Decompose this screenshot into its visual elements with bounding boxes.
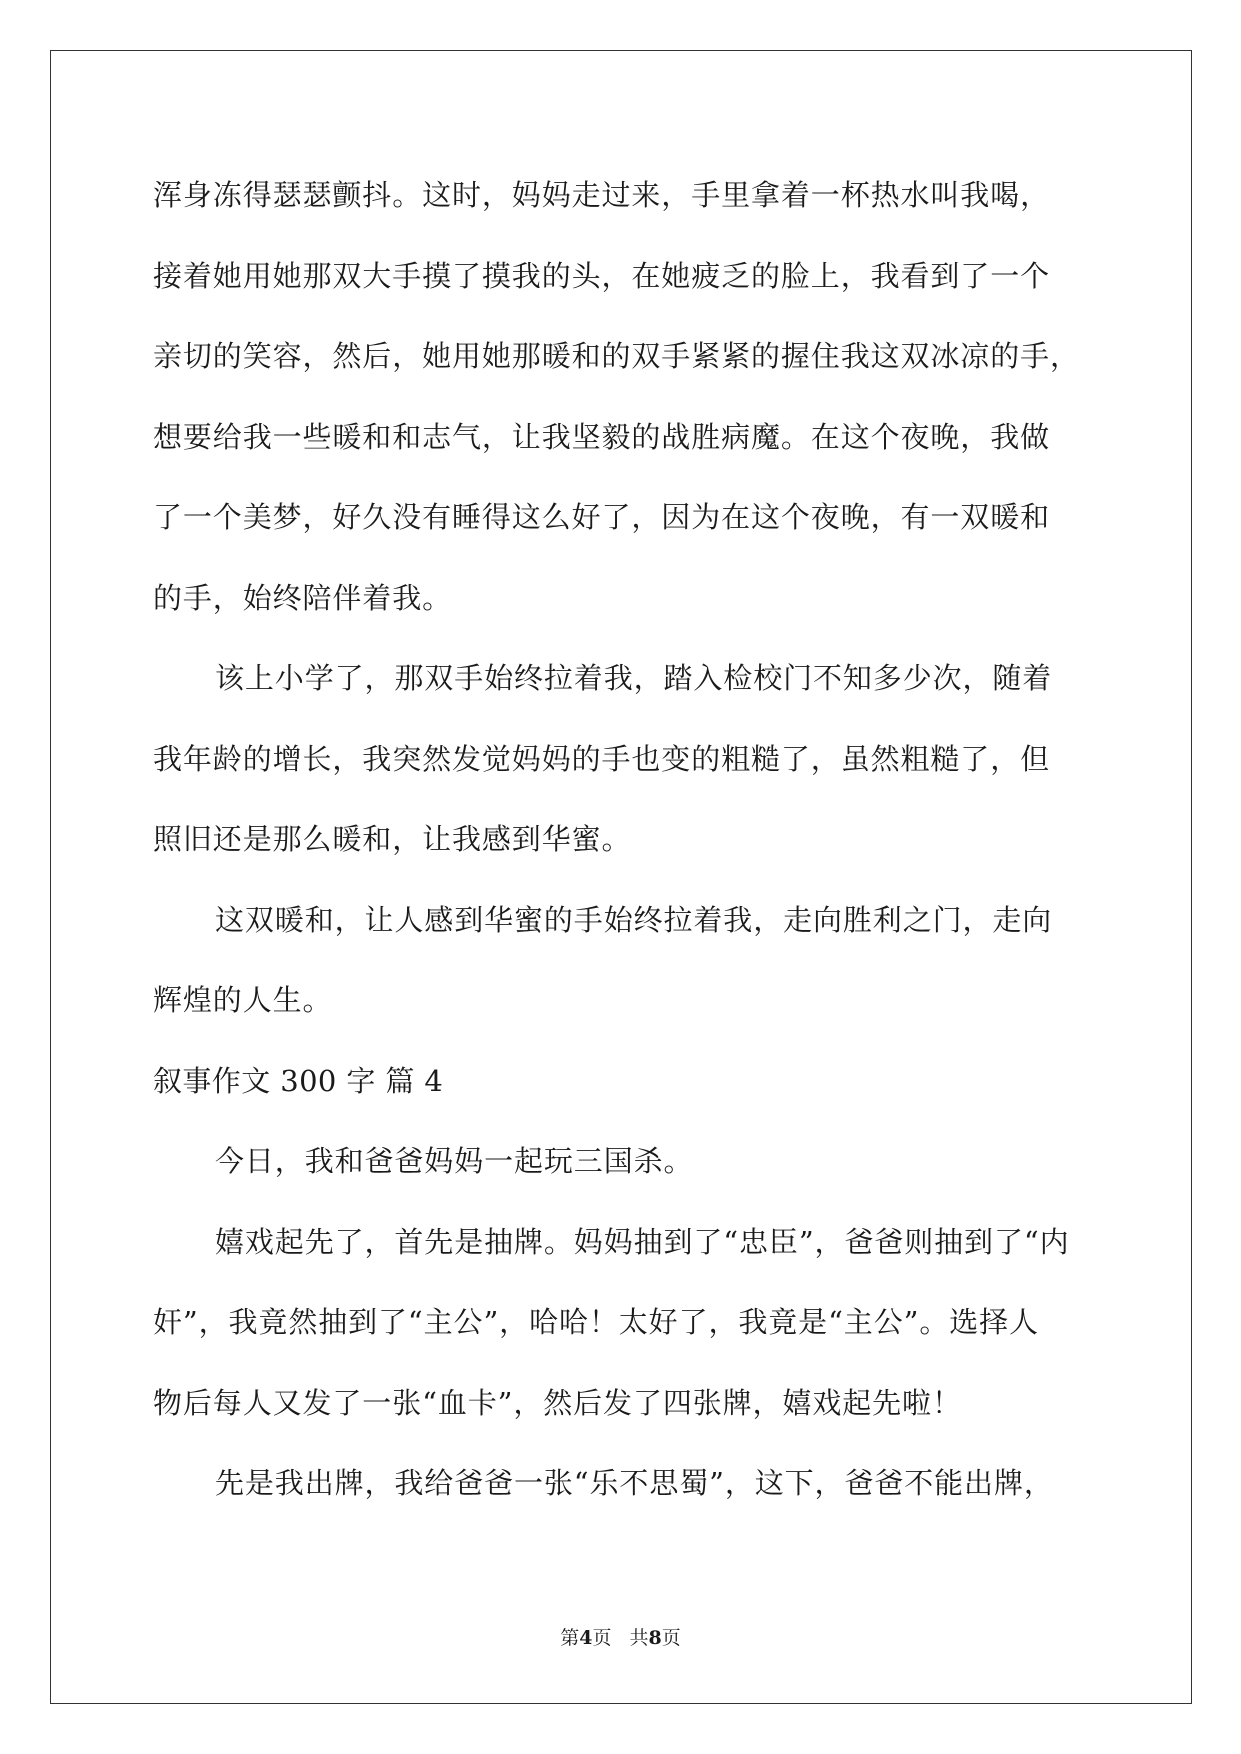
- footer-prefix: 第: [560, 1627, 580, 1649]
- text-line: 嬉戏起先了，首先是抽牌。妈妈抽到了“忠臣”，爸爸则抽到了“内: [215, 1224, 1070, 1259]
- footer-page-suffix: 页: [592, 1627, 612, 1649]
- text-line: 亲切的笑容，然后，她用她那暖和的双手紧紧的握住我这双冰凉的手，: [153, 339, 1080, 373]
- text-line: 的手，始终陪伴着我。: [153, 580, 453, 615]
- footer-total-suffix: 页: [661, 1627, 681, 1649]
- text-line: 奸”，我竟然抽到了“主公”，哈哈！太好了，我竟是“主公”。选择人: [153, 1305, 1039, 1339]
- text-line: 照旧还是那么暖和，让我感到华蜜。: [153, 822, 632, 856]
- text-line: 我年龄的增长，我突然发觉妈妈的手也变的粗糙了，虽然粗糙了，但: [153, 741, 1051, 776]
- text-line: 物后每人又发了一张“血卡”，然后发了四张牌，嬉戏起先啦！: [153, 1385, 962, 1420]
- text-line: 今日，我和爸爸妈妈一起玩三国杀。: [215, 1144, 694, 1178]
- footer-total-prefix: 共: [629, 1627, 649, 1649]
- page-footer: [0, 1626, 1241, 1650]
- section-heading: 叙事作文 300 字 篇 4: [153, 1063, 444, 1098]
- total-page-count: 8: [648, 1627, 662, 1649]
- text-line: 辉煌的人生。: [153, 983, 333, 1017]
- text-line: 浑身冻得瑟瑟颤抖。这时，妈妈走过来，手里拿着一杯热水叫我喝，: [153, 178, 1051, 212]
- text-line: 接着她用她那双大手摸了摸我的头，在她疲乏的脸上，我看到了一个: [153, 258, 1051, 293]
- current-page-number: 4: [579, 1627, 593, 1649]
- text-line: 这双暖和，让人感到华蜜的手始终拉着我，走向胜利之门，走向: [215, 902, 1053, 937]
- text-line: 先是我出牌，我给爸爸一张“乐不思蜀”，这下，爸爸不能出牌，: [215, 1466, 1054, 1500]
- text-line: 想要给我一些暖和和志气，让我坚毅的战胜病魔。在这个夜晚，我做: [153, 419, 1051, 454]
- document-body: [153, 155, 1088, 1524]
- text-line: 了一个美梦，好久没有睡得这么好了，因为在这个夜晚，有一双暖和: [153, 500, 1051, 534]
- text-line: 该上小学了，那双手始终拉着我，踏入检校门不知多少次，随着: [215, 661, 1053, 695]
